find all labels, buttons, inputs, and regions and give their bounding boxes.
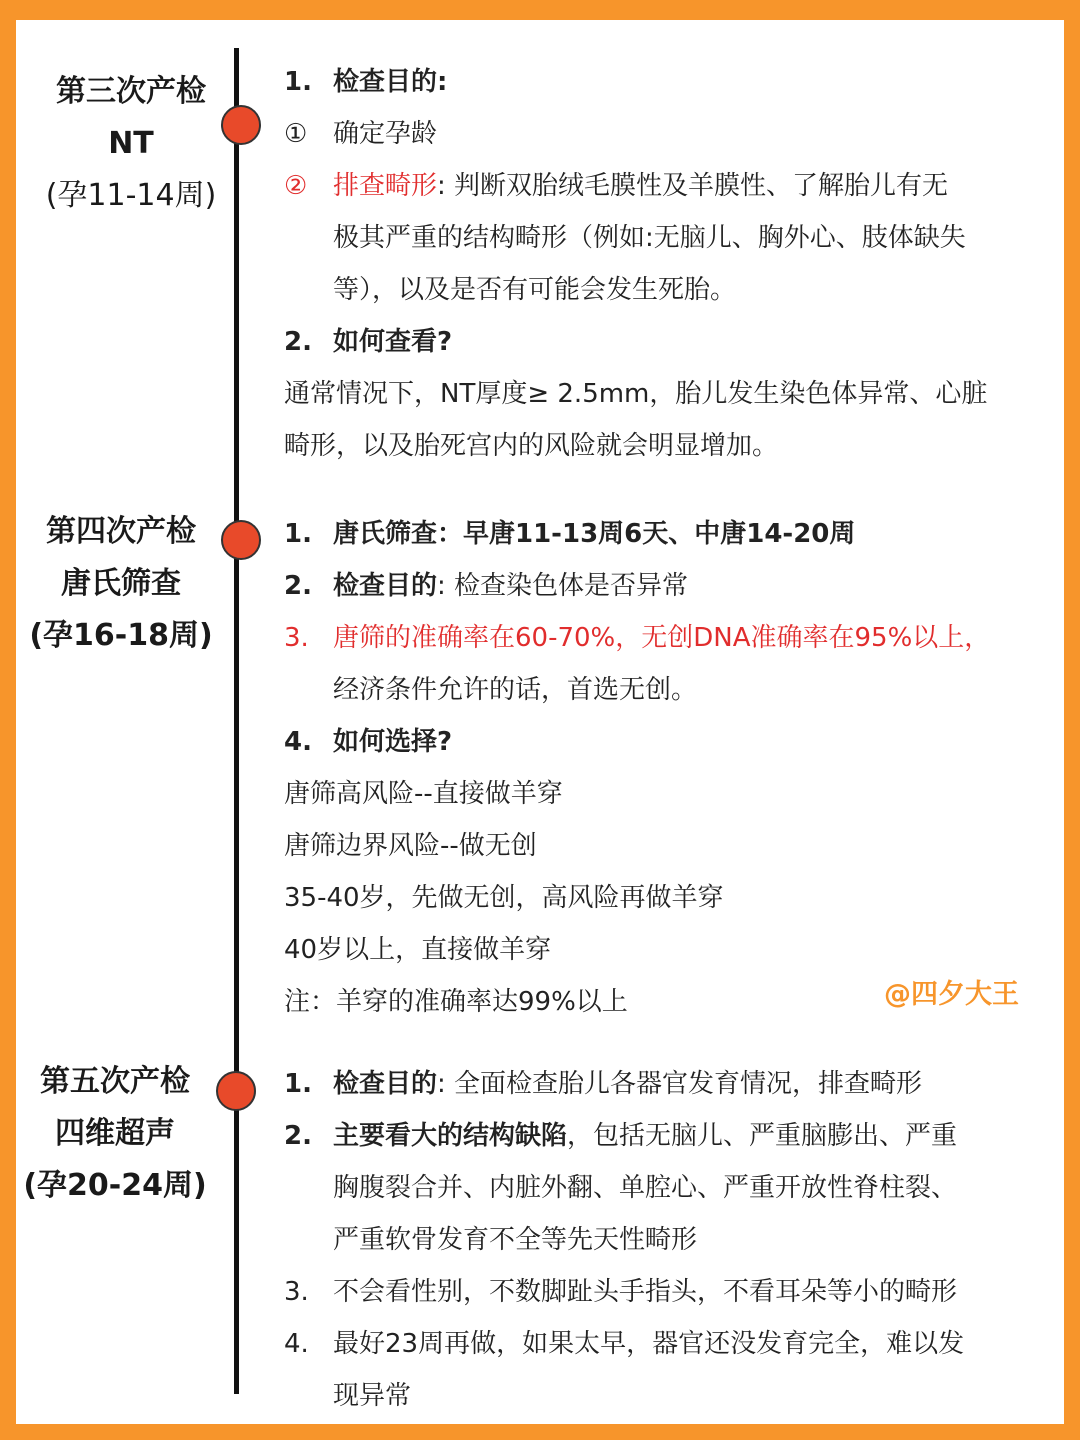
stage-weeks: (孕16-18周) <box>29 618 213 653</box>
item-text: ，包括无脑儿、严重脑膨出、严重 <box>567 1121 958 1151</box>
frame-border-top <box>0 0 1080 20</box>
timeline-line <box>234 48 239 1394</box>
stage-subtitle: 唐氏筛查 <box>61 566 181 601</box>
item-number: 4. <box>284 1329 309 1359</box>
list-item <box>284 316 1054 368</box>
paragraph-line: 注：羊穿的准确率达99%以上 <box>284 987 628 1017</box>
stage-label-4d-ultrasound <box>0 1056 230 1212</box>
list-item <box>284 716 1054 768</box>
item-heading: 检查目的 <box>333 571 438 601</box>
item-text: : 检查染色体是否异常 <box>437 571 689 601</box>
item-number: 2. <box>284 571 312 601</box>
item-continuation: 严重软骨发育不全等先天性畸形 <box>333 1225 698 1255</box>
stage-title: 第四次产检 <box>46 514 196 549</box>
list-item <box>284 560 1054 612</box>
item-continuation: 经济条件允许的话，首选无创。 <box>333 675 698 705</box>
section-nt-content <box>284 56 1054 472</box>
list-item <box>284 1058 1054 1110</box>
item-number: 3. <box>284 623 309 653</box>
item-continuation: 等），以及是否有可能会发生死胎。 <box>333 275 737 305</box>
stage-weeks: (孕20-24周) <box>23 1168 207 1203</box>
item-heading: 如何选择? <box>333 727 453 757</box>
item-number: 1. <box>284 1069 312 1099</box>
frame-border-right <box>1064 0 1080 1440</box>
paragraph-line: 唐筛高风险--直接做羊穿 <box>284 779 563 809</box>
stage-title: 第三次产检 <box>56 74 206 109</box>
frame-border-left <box>0 0 16 1440</box>
item-number: 1. <box>284 67 312 97</box>
item-heading: 唐氏筛查：早唐11-13周6天、中唐14-20周 <box>333 519 856 549</box>
item-text: 最好23周再做，如果太早，器官还没发育完全，难以发 <box>333 1329 965 1359</box>
paragraph-line: 通常情况下，NT厚度≥ 2.5mm，胎儿发生染色体异常、心脏 <box>284 379 988 409</box>
list-item <box>284 612 1054 664</box>
stage-label-down-screening <box>6 506 236 662</box>
section-4d-ultrasound-content <box>284 1058 1054 1422</box>
stage-subtitle: NT <box>108 126 154 161</box>
item-number: 2. <box>284 1121 312 1151</box>
stage-title: 第五次产检 <box>40 1064 190 1099</box>
item-text: 不会看性别，不数脚趾头手指头，不看耳朵等小的畸形 <box>333 1277 958 1307</box>
list-item <box>284 1266 1054 1318</box>
item-number: 3. <box>284 1277 309 1307</box>
item-number: ① <box>284 119 308 149</box>
item-continuation: 极其严重的结构畸形（例如:无脑儿、胸外心、肢体缺失 <box>333 223 966 253</box>
item-heading: 检查目的: <box>333 67 448 97</box>
item-number: 4. <box>284 727 312 757</box>
item-heading: 如何查看? <box>333 327 453 357</box>
item-text: : 判断双胎绒毛膜性及羊膜性、了解胎儿有无 <box>437 171 949 201</box>
paragraph-line: 畸形，以及胎死宫内的风险就会明显增加。 <box>284 431 779 461</box>
item-number: ② <box>284 171 308 201</box>
section-down-screening-content <box>284 508 1054 1028</box>
stage-label-nt <box>16 66 246 222</box>
item-heading: 检查目的 <box>333 1069 438 1099</box>
item-number: 2. <box>284 327 312 357</box>
item-number: 1. <box>284 519 312 549</box>
item-text: : 全面检查胎儿各器官发育情况，排查畸形 <box>437 1069 923 1099</box>
watermark: @四夕大王 <box>884 979 1019 1010</box>
list-item <box>284 108 1054 160</box>
stage-weeks: (孕11-14周) <box>45 178 217 213</box>
list-item <box>284 56 1054 108</box>
list-item <box>284 160 1054 212</box>
item-highlight: 排查畸形 <box>333 171 438 201</box>
item-text: 唐筛的准确率在60-70%，无创DNA准确率在95%以上， <box>333 623 991 653</box>
list-item <box>284 1110 1054 1162</box>
item-heading: 主要看大的结构缺陷 <box>333 1121 568 1151</box>
paragraph-line: 唐筛边界风险--做无创 <box>284 831 537 861</box>
stage-subtitle: 四维超声 <box>55 1116 175 1151</box>
paragraph-line: 40岁以上，直接做羊穿 <box>284 935 552 965</box>
item-text: 确定孕龄 <box>333 119 438 149</box>
item-continuation: 胸腹裂合并、内脏外翻、单腔心、严重开放性脊柱裂、 <box>333 1173 958 1203</box>
frame-border-bottom <box>0 1424 1080 1440</box>
item-continuation: 现异常 <box>333 1381 412 1411</box>
list-item <box>284 1318 1054 1370</box>
list-item <box>284 508 1054 560</box>
paragraph-line: 35-40岁，先做无创，高风险再做羊穿 <box>284 883 724 913</box>
